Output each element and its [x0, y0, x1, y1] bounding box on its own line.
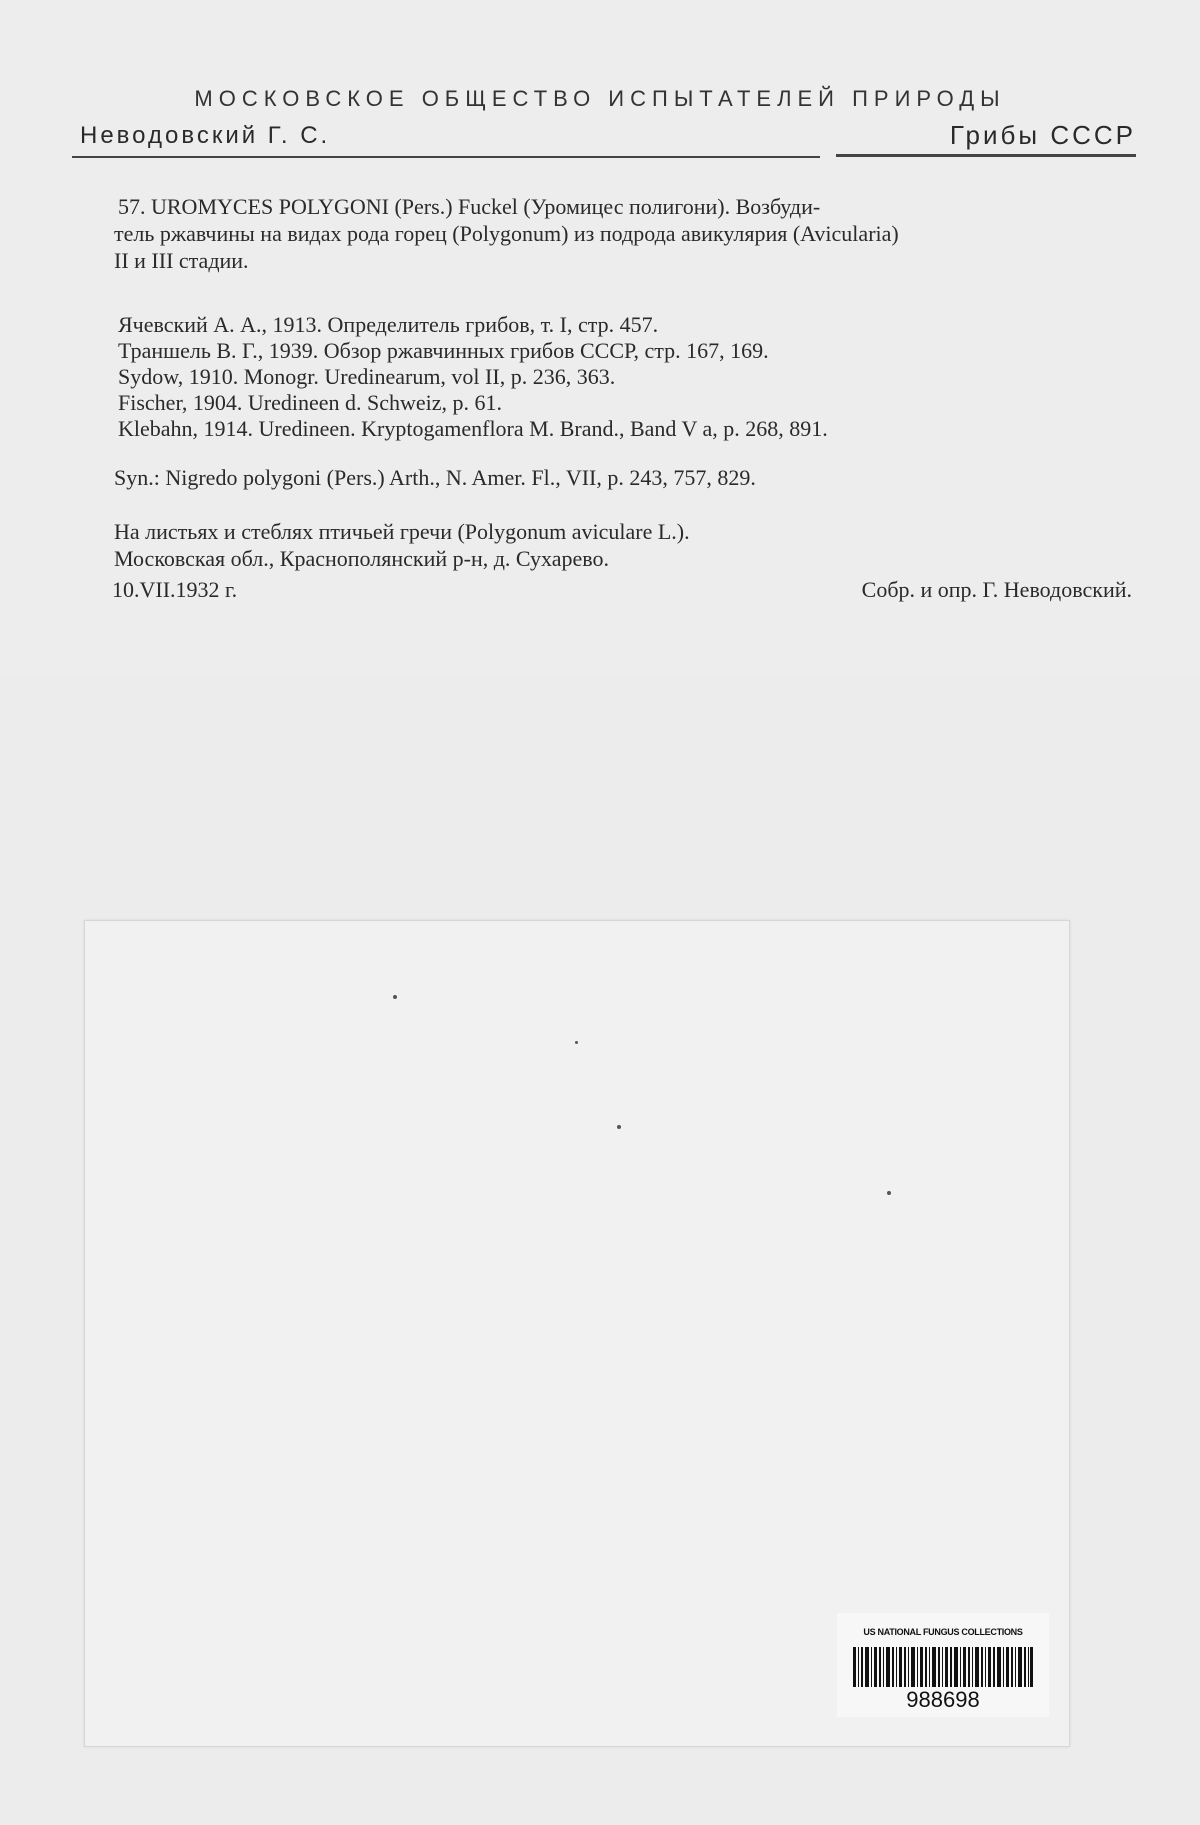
- author-name: Неводовский Г. С.: [80, 122, 331, 149]
- reference-item: Sydow, 1910. Monogr. Uredinearum, vol II, p. 236, 363.: [118, 364, 616, 389]
- barcode-label: [837, 1613, 1049, 1717]
- series-title: Грибы СССР: [949, 120, 1136, 150]
- organization-title: МОСКОВСКОЕ ОБЩЕСТВО ИСПЫТАТЕЛЕЙ ПРИРОДЫ: [194, 86, 1006, 111]
- references-list: [118, 312, 1118, 442]
- collector-note: Собр. и опр. Г. Неводовский.: [861, 577, 1132, 602]
- barcode-number: 988698: [906, 1687, 980, 1712]
- species-entry-line: II и III стадии.: [114, 248, 249, 273]
- barcode-icon: [853, 1647, 1033, 1687]
- barcode-title: US NATIONAL FUNGUS COLLECTIONS: [863, 1627, 1023, 1637]
- specimen-packet: [84, 920, 1070, 1747]
- debris-speck: [887, 1191, 891, 1195]
- debris-speck: [575, 1041, 578, 1044]
- synonym-line: Syn.: Nigredo polygoni (Pers.) Arth., N. Amer. Fl., VII, p. 243, 757, 829.: [114, 465, 756, 490]
- header-rule-left: [72, 156, 820, 158]
- reference-item: Klebahn, 1914. Uredineen. Kryptogamenflora M. Brand., Band V a, p. 268, 891.: [118, 416, 828, 441]
- habitat-locality: [114, 518, 690, 572]
- habitat-line: На листьях и стеблях птичьей гречи (Polygonum aviculare L.).: [114, 519, 690, 544]
- locality-line: Московская обл., Краснополянский р-н, д. Сухарево.: [114, 546, 610, 571]
- header-rule-right: [836, 154, 1136, 157]
- reference-item: Ячевский А. А., 1913. Определитель грибов, т. I, стр. 457.: [118, 312, 659, 337]
- debris-speck: [393, 995, 397, 999]
- reference-item: Траншель В. Г., 1939. Обзор ржавчинных грибов СССР, стр. 167, 169.: [118, 338, 769, 363]
- collection-date: 10.VII.1932 г.: [112, 577, 238, 602]
- species-entry-line: 57. UROMYCES POLYGONI (Pers.) Fuckel (Уромицес полигони). Возбуди-: [118, 194, 821, 219]
- debris-speck: [617, 1125, 621, 1129]
- species-entry: [114, 193, 1133, 274]
- species-entry-line: тель ржавчины на видах рода горец (Polygonum) из подрода авикулярия (Avicularia): [114, 221, 899, 246]
- specimen-label: [0, 0, 1200, 675]
- reference-item: Fischer, 1904. Uredineen d. Schweiz, p. 61.: [118, 390, 503, 415]
